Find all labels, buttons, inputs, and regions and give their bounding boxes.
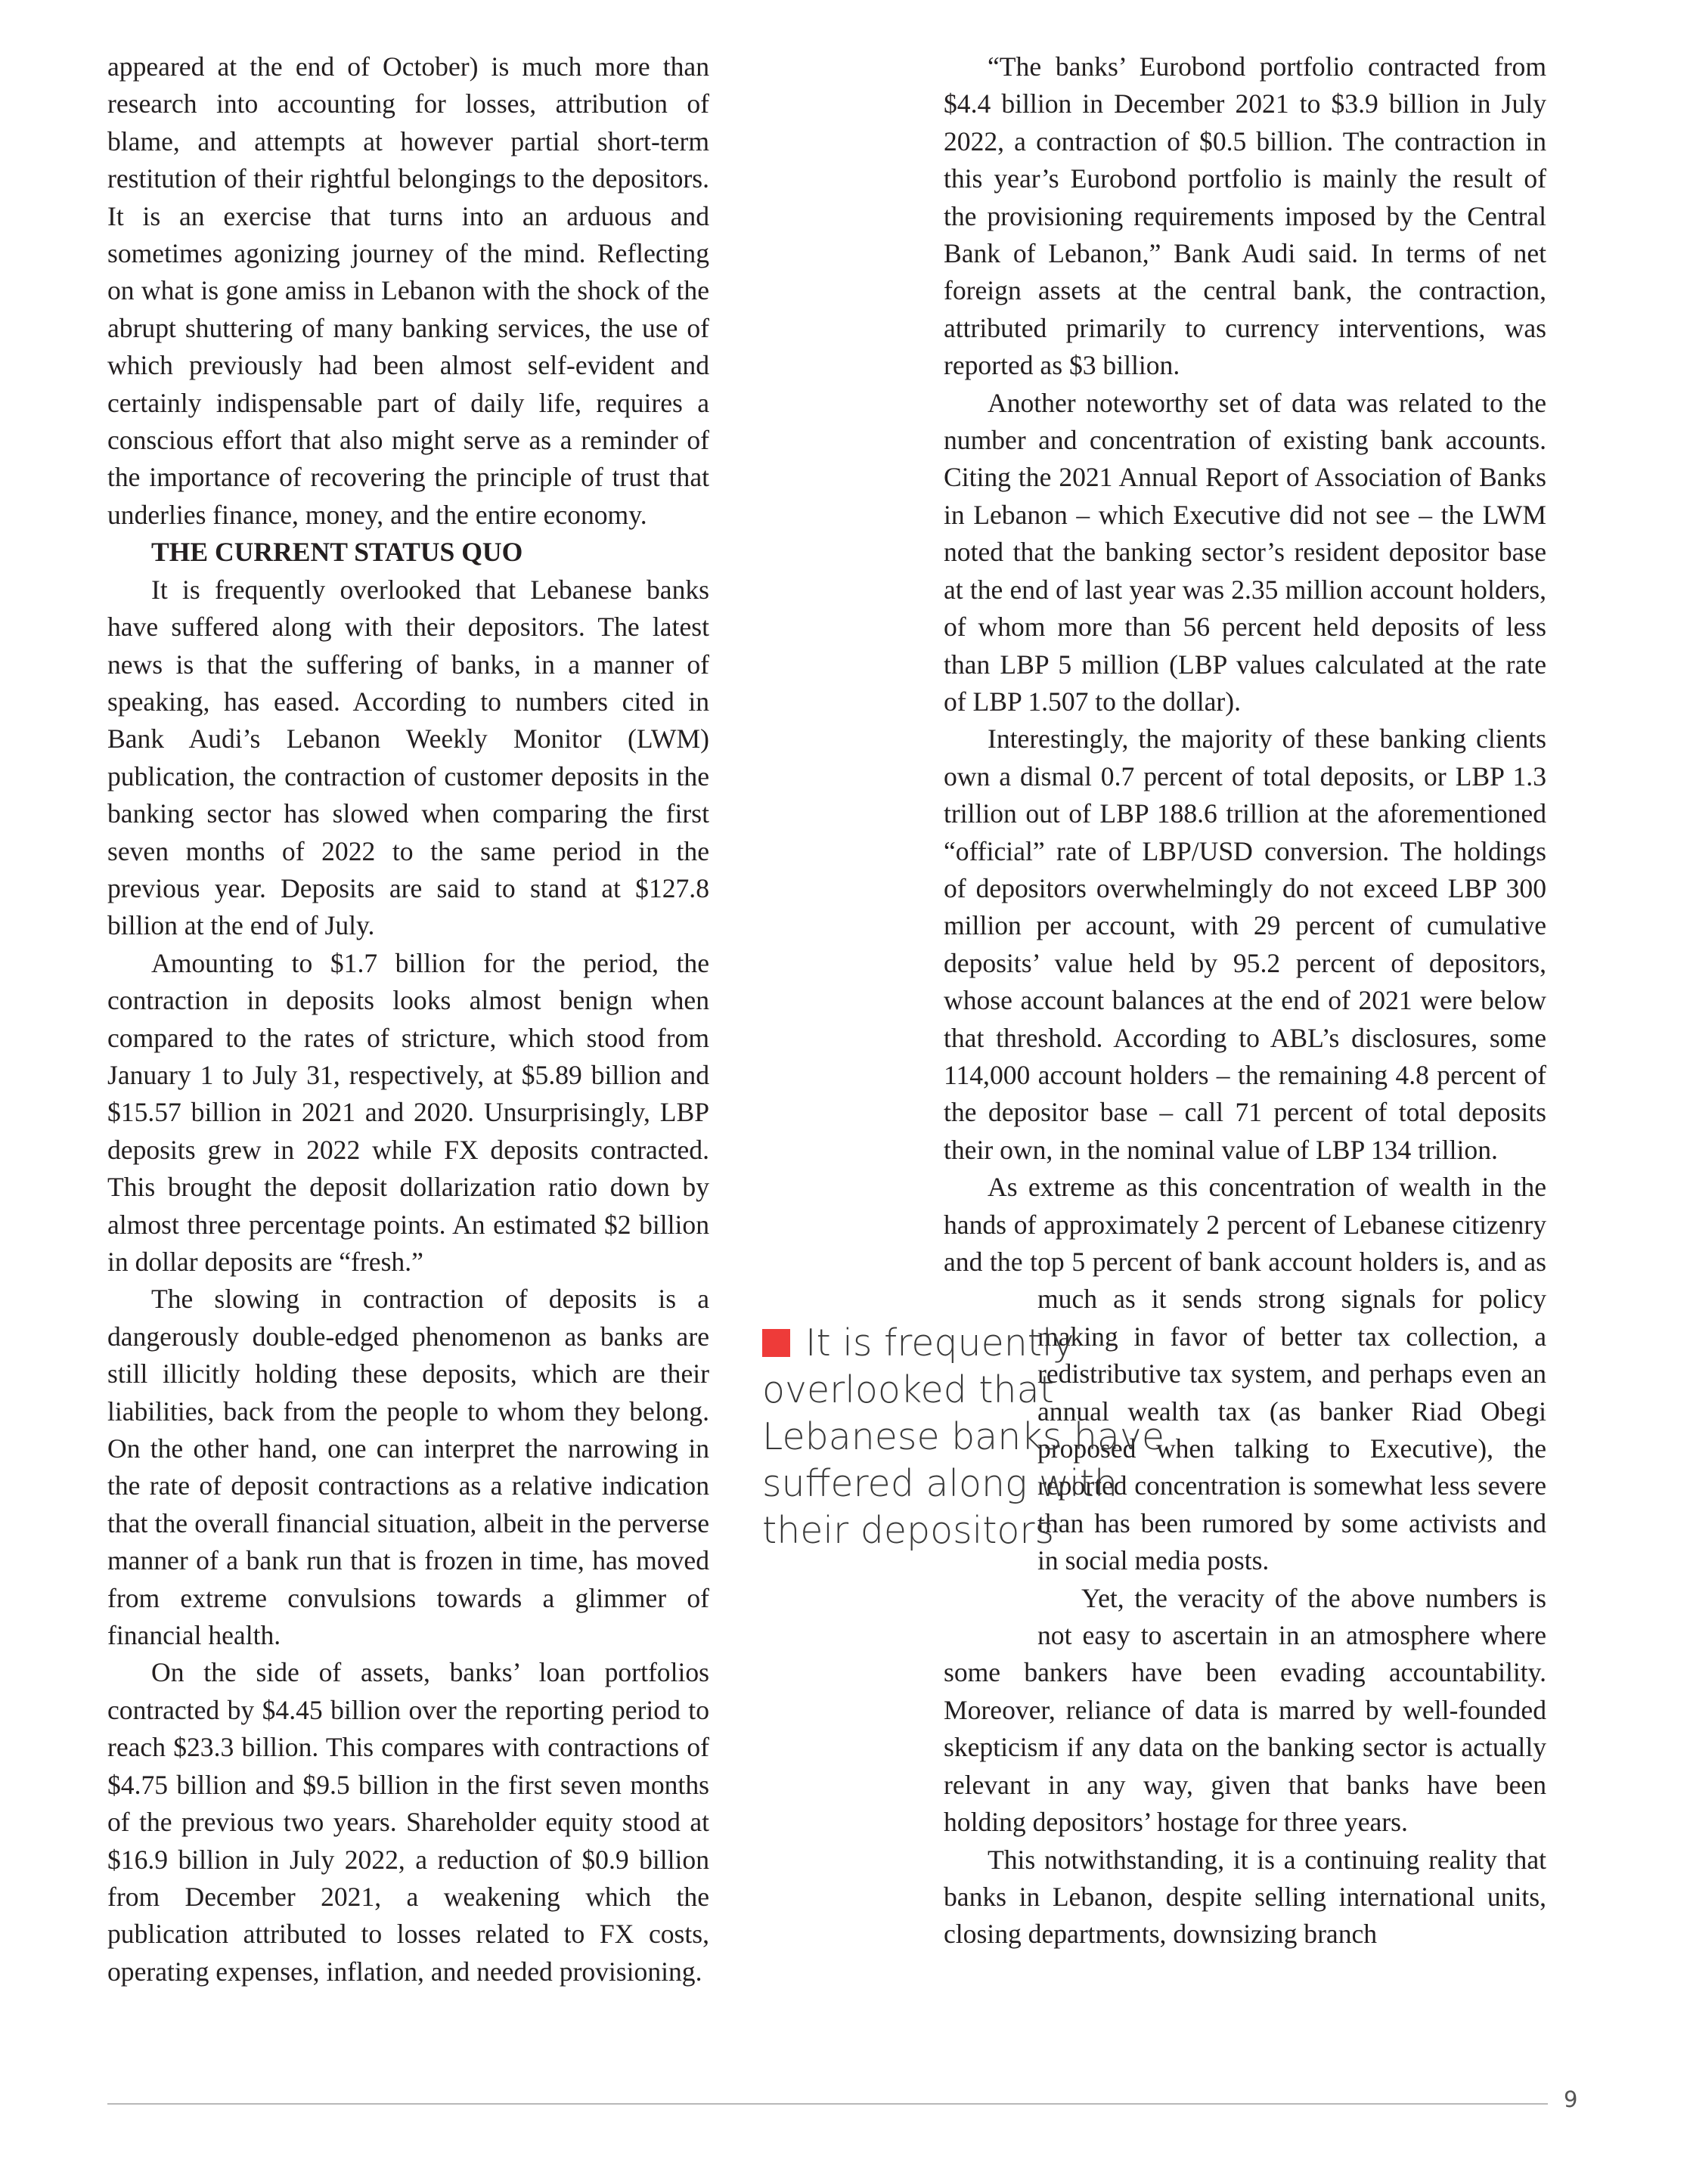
paragraph: “The banks’ Eurobond portfolio contracted from $4.4 billion in December 2021 to $3.9 billion in July 2022, a contraction of $0.5 billion. The contraction in this year’s Eurobond portfolio is mainly the result of the provisioning requirements imposed by the Central Bank of Lebanon,” Bank Audi said. In terms of net foreign assets at the central bank, the contraction, attributed primarily to currency interventions, was reported as $3 billion.: [944, 51, 1546, 381]
paragraph: Yet, the veracity of the above numbers is not easy to ascertain in an atmosphere where some bankers have been evading accountability. Moreover, reliance of data is marred by well-founded skepticism if any data on the banking sector is actually relevant in any way, given that banks have been holding depositors’ hostage for three years.: [944, 1582, 1546, 1838]
paragraph: It is frequently overlooked that Lebanese banks have suffered along with their depositors. The latest news is that the suffering of banks, in a manner of speaking, has eased. According to numbers cited in Bank Audi’s Lebanon Weekly Monitor (LWM) publication, the contraction of customer deposits in the banking sector has slowed when comparing the first seven months of 2022 to the same period in the previous year. Deposits are said to stand at $127.8 billion at the end of July.: [107, 574, 709, 941]
paragraph: Another noteworthy set of data was related to the number and concentration of existing bank accounts. Citing the 2021 Annual Report of Association of Banks in Lebanon – which Executive did not see – the LWM noted that the banking sector’s resident depositor base at the end of last year was 2.35 million account holders, of whom more than 56 percent held deposits of less than LBP 5 million (LBP values calculated at the rate of LBP 1.507 to the dollar).: [944, 387, 1546, 717]
footer-divider: [107, 2103, 1548, 2105]
right-column: [944, 48, 1546, 1953]
paragraph: This notwithstanding, it is a continuing reality that banks in Lebanon, despite selling international units, closing departments, downsizing branch: [944, 1844, 1546, 1950]
pull-quote-text: It is frequently overlooked that Lebanese banks have suffered along with their depositors: [762, 1321, 1165, 1552]
paragraph: The slowing in contraction of deposits is a dangerously double-edged phenomenon as banks are still illicitly holding these deposits, which are their liabilities, back from the people to whom they belong. On the other hand, one can interpret the narrowing in the rate of deposit contractions as a relative indication that the overall financial situation, albeit in the perverse manner of a bank run that is frozen in time, has moved from extreme convulsions towards a glimmer of financial health.: [107, 1284, 709, 1651]
red-square-icon: [762, 1329, 790, 1357]
section-heading: THE CURRENT STATUS QUO: [151, 537, 523, 568]
paragraph: Interestingly, the majority of these banking clients own a dismal 0.7 percent of total deposits, or LBP 1.3 trillion out of LBP 188.6 trillion at the aforementioned “official” rate of LBP/USD conversion. The holdings of depositors overwhelmingly do not exceed LBP 300 million per account, with 29 percent of cumulative deposits’ value held by 95.2 percent of depositors, whose account balances at the end of 2021 were below that threshold. According to ABL’s disclosures, some 114,000 account holders – the remaining 4.8 percent of the depositor base – call 71 percent of total deposits their own, in the nominal value of LBP 134 trillion.: [944, 723, 1546, 1165]
pull-quote: [762, 1320, 1186, 1554]
paragraph-intro-continued: appeared at the end of October) is much more than research into accounting for losses, attribution of blame, and attempts at however partial short-term restitution of their rightful belongings to the depositors. It is an exercise that turns into an arduous and sometimes agonizing journey of the mind. Reflecting on what is gone amiss in Lebanon with the shock of the abrupt shuttering of many banking services, the use of which previously had been almost self-evident and certainly indispensable part of daily life, requires a conscious effort that also might serve as a reminder of the importance of recovering the principle of trust that underlies finance, money, and the entire economy.: [107, 51, 709, 530]
paragraph: Amounting to $1.7 billion for the period, the contraction in deposits looks almost benign when compared to the rates of stricture, which stood from January 1 to July 31, respectively, at $5.89 billion and $15.57 billion in 2021 and 2020. Unsurprisingly, LBP deposits grew in 2022 while FX deposits contracted. This brought the deposit dollarization ratio down by almost three percentage points. An estimated $2 billion in dollar deposits are “fresh.”: [107, 947, 709, 1277]
left-column: [107, 48, 709, 1990]
page-number: 9: [1564, 2086, 1578, 2112]
paragraph: As extreme as this concentration of wealth in the hands of approximately 2 percent of Lebanese citizenry and the top 5 percent of bank account holders is, and as much as it sends strong signals for policy making in favor of better tax collection, a redistributive tax system, and perhaps even an annual wealth tax (as banker Riad Obegi proposed when talking to Executive), the reported concentration is somewhat less severe than has been rumored by some activists and in social media posts.: [944, 1172, 1546, 1576]
paragraph: On the side of assets, banks’ loan portfolios contracted by $4.45 billion over the reporting period to reach $23.3 billion. This compares with contractions of $4.75 billion and $9.5 billion in the first seven months of the previous two years. Shareholder equity stood at $16.9 billion in July 2022, a reduction of $0.9 billion from December 2021, a weakening which the publication attributed to losses related to FX costs, operating expenses, inflation, and needed provisioning.: [107, 1657, 709, 1987]
